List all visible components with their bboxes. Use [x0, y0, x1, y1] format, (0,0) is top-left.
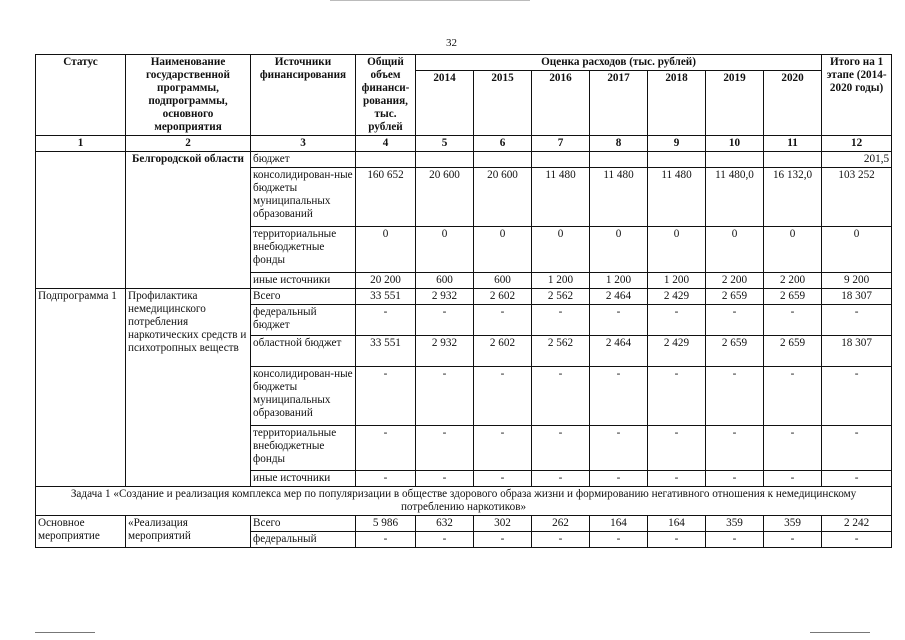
table-row: [36, 516, 892, 532]
table-cell: 103 252: [822, 168, 892, 227]
row-source: Всего: [251, 516, 356, 532]
table-cell: 18 307: [822, 336, 892, 367]
table-cell: 359: [706, 516, 764, 532]
column-number: 1: [36, 136, 126, 152]
column-number: 9: [648, 136, 706, 152]
table-cell: 2 659: [764, 336, 822, 367]
table-cell: 2 429: [648, 289, 706, 305]
table-cell: -: [822, 305, 892, 336]
table-cell: [474, 152, 532, 168]
table-cell: 0: [706, 227, 764, 273]
row-source: территориальные внебюджетные фонды: [251, 426, 356, 471]
table-cell: -: [356, 367, 416, 426]
table-cell: 11 480,0: [706, 168, 764, 227]
table-cell: -: [822, 532, 892, 548]
table-cell: 0: [356, 227, 416, 273]
table-cell: 2 562: [532, 289, 590, 305]
table-cell: 9 200: [822, 273, 892, 289]
table-cell: -: [648, 367, 706, 426]
header-estimate: Оценка расходов (тыс. рублей): [416, 55, 822, 71]
column-number: 6: [474, 136, 532, 152]
table-cell: 632: [416, 516, 474, 532]
table-cell: 11 480: [590, 168, 648, 227]
table-cell: 201,5: [822, 152, 892, 168]
table-cell: 2 602: [474, 336, 532, 367]
table-cell: 0: [822, 227, 892, 273]
table-cell: 0: [416, 227, 474, 273]
table-cell: -: [764, 305, 822, 336]
table-cell: 1 200: [590, 273, 648, 289]
row-source: иные источники: [251, 471, 356, 487]
table-cell: -: [474, 532, 532, 548]
table-cell: 20 200: [356, 273, 416, 289]
header-total: Общий объем финанси-рования, тыс. рублей: [356, 55, 416, 136]
table-cell: 0: [474, 227, 532, 273]
table-cell: 2 659: [706, 336, 764, 367]
bottom-scan-mark: [810, 632, 870, 633]
table-cell: -: [356, 305, 416, 336]
table-cell: [532, 152, 590, 168]
table-cell: [764, 152, 822, 168]
table-cell: -: [532, 305, 590, 336]
table-cell: 359: [764, 516, 822, 532]
header-stage-total: Итого на 1 этапе (2014-2020 годы): [822, 55, 892, 136]
table-cell: -: [590, 532, 648, 548]
table-cell: 20 600: [416, 168, 474, 227]
row-source: областной бюджет: [251, 336, 356, 367]
table-cell: -: [532, 367, 590, 426]
column-number: 10: [706, 136, 764, 152]
table-cell: -: [822, 426, 892, 471]
row-source: федеральный бюджет: [251, 305, 356, 336]
page-number: 32: [446, 37, 457, 49]
table-cell: [706, 152, 764, 168]
table-cell: 2 932: [416, 336, 474, 367]
table-cell: 5 986: [356, 516, 416, 532]
table-cell: 600: [474, 273, 532, 289]
table-cell: 0: [532, 227, 590, 273]
row-source: консолидирован-ные бюджеты муниципальных образований: [251, 168, 356, 227]
table-cell: 2 200: [764, 273, 822, 289]
table-cell: [416, 152, 474, 168]
table-cell: 2 562: [532, 336, 590, 367]
table-cell: -: [706, 532, 764, 548]
header-year: 2018: [648, 71, 706, 136]
column-number: 2: [126, 136, 251, 152]
table-cell: 164: [648, 516, 706, 532]
header-year: 2015: [474, 71, 532, 136]
table-cell: -: [764, 471, 822, 487]
table-cell: -: [474, 426, 532, 471]
table-row: [36, 152, 892, 168]
table-cell: -: [648, 426, 706, 471]
table-cell: -: [416, 471, 474, 487]
header-year: 2016: [532, 71, 590, 136]
table-cell: 302: [474, 516, 532, 532]
table-cell: -: [356, 471, 416, 487]
header-year: 2019: [706, 71, 764, 136]
table-row: [36, 289, 892, 305]
budget-table: [35, 54, 892, 548]
header-year: 2017: [590, 71, 648, 136]
column-number-row: [36, 136, 892, 152]
header-year: 2020: [764, 71, 822, 136]
table-cell: -: [356, 532, 416, 548]
row-source: федеральный: [251, 532, 356, 548]
header-name: Наименование государственной программы, подпрограммы, основного мероприятия: [126, 55, 251, 136]
table-cell: -: [764, 426, 822, 471]
task-text: Задача 1 «Создание и реализация комплекса мер по популяризации в обществе здорового образа жизни и формированию негативного отношения к немедицинскому потреблению наркотиков»: [36, 487, 892, 516]
row-name: «Реализация мероприятий: [126, 516, 251, 548]
table-cell: -: [532, 471, 590, 487]
bottom-scan-mark: [35, 632, 95, 633]
table-cell: 2 932: [416, 289, 474, 305]
task-row: [36, 487, 892, 516]
table-cell: 11 480: [532, 168, 590, 227]
table-cell: -: [648, 471, 706, 487]
row-status: [36, 152, 126, 289]
table-cell: -: [590, 305, 648, 336]
table-cell: -: [706, 305, 764, 336]
table-cell: 2 659: [706, 289, 764, 305]
header-year: 2014: [416, 71, 474, 136]
table-cell: -: [416, 426, 474, 471]
column-number: 8: [590, 136, 648, 152]
table-cell: -: [416, 305, 474, 336]
table-cell: 16 132,0: [764, 168, 822, 227]
table-cell: -: [416, 532, 474, 548]
table-cell: 2 200: [706, 273, 764, 289]
column-number: 7: [532, 136, 590, 152]
row-source: Всего: [251, 289, 356, 305]
table-cell: -: [590, 471, 648, 487]
header-status: Статус: [36, 55, 126, 136]
table-cell: 0: [764, 227, 822, 273]
table-cell: -: [356, 426, 416, 471]
table-cell: -: [706, 426, 764, 471]
table-cell: 33 551: [356, 336, 416, 367]
row-source: территориальные внебюджетные фонды: [251, 227, 356, 273]
table-cell: 262: [532, 516, 590, 532]
table-cell: 2 602: [474, 289, 532, 305]
table-cell: -: [590, 426, 648, 471]
table-cell: -: [474, 305, 532, 336]
table-cell: -: [822, 471, 892, 487]
column-number: 4: [356, 136, 416, 152]
row-source: бюджет: [251, 152, 356, 168]
table-cell: 20 600: [474, 168, 532, 227]
table-cell: 0: [590, 227, 648, 273]
column-number: 5: [416, 136, 474, 152]
top-scan-mark: [330, 0, 530, 7]
table-cell: -: [532, 532, 590, 548]
table-cell: -: [590, 367, 648, 426]
table-cell: -: [764, 532, 822, 548]
table-cell: 2 464: [590, 336, 648, 367]
table-cell: [356, 152, 416, 168]
table-cell: 2 659: [764, 289, 822, 305]
table-cell: 1 200: [648, 273, 706, 289]
table-cell: [590, 152, 648, 168]
column-number: 12: [822, 136, 892, 152]
table-cell: -: [706, 471, 764, 487]
table-cell: -: [474, 471, 532, 487]
table-cell: 2 464: [590, 289, 648, 305]
table-cell: 2 429: [648, 336, 706, 367]
column-number: 11: [764, 136, 822, 152]
row-status: Основное мероприятие: [36, 516, 126, 548]
table-cell: 1 200: [532, 273, 590, 289]
table-cell: 600: [416, 273, 474, 289]
table-cell: 164: [590, 516, 648, 532]
table-cell: -: [822, 367, 892, 426]
table-cell: 0: [648, 227, 706, 273]
table-cell: -: [474, 367, 532, 426]
table-cell: -: [764, 367, 822, 426]
row-name: Белгородской области: [126, 152, 251, 289]
table-cell: -: [416, 367, 474, 426]
table-cell: -: [532, 426, 590, 471]
row-source: иные источники: [251, 273, 356, 289]
table-cell: -: [648, 305, 706, 336]
table-cell: 11 480: [648, 168, 706, 227]
column-number: 3: [251, 136, 356, 152]
table-cell: 18 307: [822, 289, 892, 305]
table-cell: 160 652: [356, 168, 416, 227]
header-row-1: [36, 55, 892, 71]
table-cell: -: [648, 532, 706, 548]
row-source: консолидирован-ные бюджеты муниципальных образований: [251, 367, 356, 426]
table-cell: 33 551: [356, 289, 416, 305]
header-sources: Источники финансирования: [251, 55, 356, 136]
table-cell: -: [706, 367, 764, 426]
table-cell: [648, 152, 706, 168]
row-name: Профилактика немедицинского потребления наркотических средств и психотропных веществ: [126, 289, 251, 487]
row-status: Подпрограмма 1: [36, 289, 126, 487]
table-cell: 2 242: [822, 516, 892, 532]
